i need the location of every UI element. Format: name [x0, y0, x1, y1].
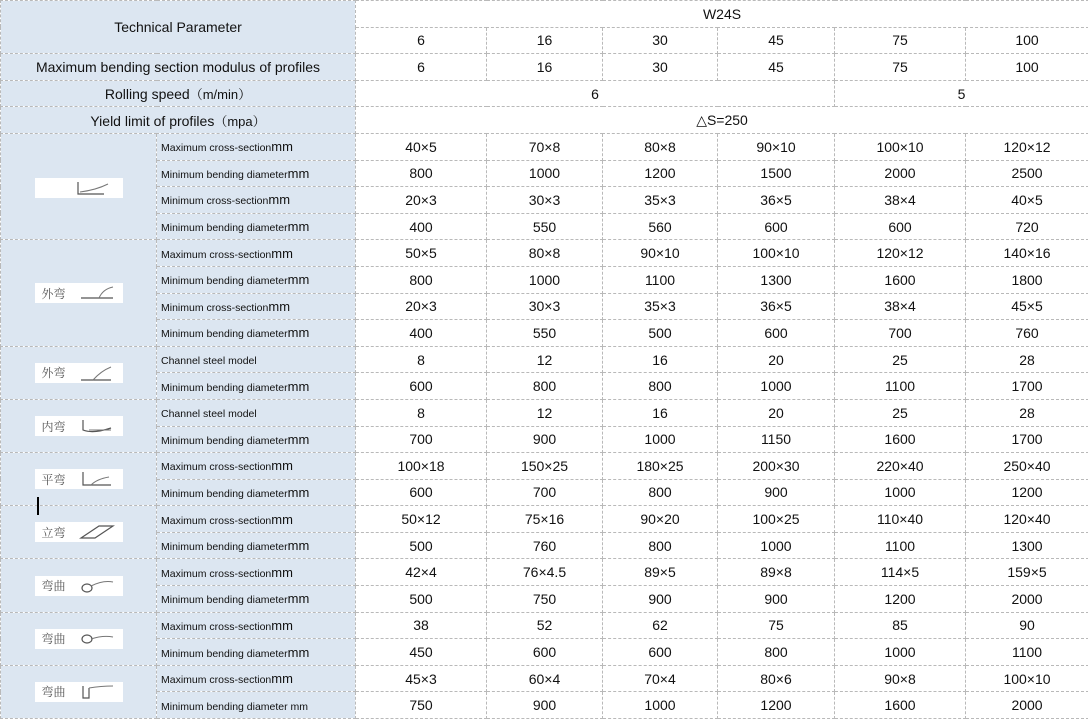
profile-picture: [1, 133, 157, 239]
spec-row: [1, 346, 1088, 373]
value-cell: 900: [718, 586, 835, 613]
value-cell: 100×10: [718, 240, 835, 267]
row-label-unit: mm: [287, 272, 310, 288]
row-label-unit: mm: [287, 219, 310, 235]
value-cell: 800: [487, 373, 603, 400]
value-cell: 120×40: [966, 506, 1088, 533]
profile-picture: [1, 665, 157, 718]
value-cell: 45: [718, 54, 835, 81]
value-cell: 90×10: [718, 133, 835, 160]
value-cell: 2000: [835, 160, 966, 187]
value-cell: 8: [356, 346, 487, 373]
value-cell: 89×5: [603, 559, 718, 586]
value-cell: 500: [603, 320, 718, 347]
modulus-row: [1, 54, 1088, 81]
profile-picture-caption: 立弯: [41, 525, 66, 540]
row-label-text: Minimum bending diameter: [161, 647, 288, 660]
row-label-unit: mm: [287, 538, 310, 554]
value-cell: 900: [603, 586, 718, 613]
profile-picture-caption: 弯曲: [41, 632, 66, 647]
rolling-speed-value: 6: [356, 80, 835, 107]
row-label-unit: mm: [271, 617, 293, 633]
row-label-text: Maximum cross-section: [161, 514, 272, 527]
value-cell: 12: [487, 399, 603, 426]
value-cell: 42×4: [356, 559, 487, 586]
row-label: [157, 373, 356, 400]
value-cell: 550: [487, 213, 603, 240]
row-label-unit: mm: [268, 298, 291, 314]
technical-parameter-header: Technical Parameter: [1, 1, 356, 54]
row-label: [157, 586, 356, 613]
value-cell: 1000: [603, 692, 718, 719]
flat-steel-flat-bend-icon: [35, 469, 123, 489]
value-cell: 600: [487, 639, 603, 666]
value-cell: 1100: [835, 532, 966, 559]
model-header: W24S: [356, 1, 1088, 28]
value-cell: 75×16: [487, 506, 603, 533]
row-label-text: Minimum bending diameter: [161, 328, 288, 341]
spec-row: [1, 639, 1088, 666]
value-cell: 12: [487, 346, 603, 373]
angle-steel-inner-bend-icon: [35, 178, 123, 198]
row-label-unit: mm: [287, 484, 310, 500]
value-cell: 50×5: [356, 240, 487, 267]
value-cell: 1700: [966, 426, 1088, 453]
row-label: [157, 399, 356, 426]
profile-picture: [1, 559, 157, 612]
row-label: [157, 187, 356, 214]
value-cell: 1000: [487, 160, 603, 187]
value-cell: 1600: [835, 426, 966, 453]
value-cell: 800: [603, 532, 718, 559]
value-cell: 90: [966, 612, 1088, 639]
row-label-text: Minimum bending diameter: [161, 594, 288, 607]
header-row: [1, 1, 1088, 28]
value-cell: 89×8: [718, 559, 835, 586]
value-cell: 800: [718, 639, 835, 666]
value-cell: 16: [603, 346, 718, 373]
value-cell: 800: [356, 160, 487, 187]
value-cell: 80×8: [603, 133, 718, 160]
spec-row: [1, 133, 1088, 160]
value-cell: 36×5: [718, 293, 835, 320]
value-cell: 30×3: [487, 187, 603, 214]
value-cell: 100: [966, 54, 1088, 81]
row-label-text: Minimum bending diameter mm: [161, 700, 309, 713]
row-label-unit: mm: [271, 511, 293, 527]
spec-row: [1, 426, 1088, 453]
value-cell: 90×8: [835, 665, 966, 692]
row-label: [157, 453, 356, 480]
value-cell: 1000: [835, 479, 966, 506]
round-bar-bend-icon: [35, 629, 123, 649]
value-cell: 38×4: [835, 187, 966, 214]
row-label-unit: mm: [271, 245, 293, 261]
row-label-text: Minimum cross-section: [161, 301, 269, 314]
value-cell: 1300: [718, 266, 835, 293]
row-label-unit: mm: [287, 165, 310, 181]
value-cell: 1600: [835, 266, 966, 293]
value-cell: 800: [603, 373, 718, 400]
value-cell: 900: [718, 479, 835, 506]
value-cell: 36×5: [718, 187, 835, 214]
value-cell: 600: [835, 213, 966, 240]
value-cell: 25: [835, 346, 966, 373]
value-cell: 38: [356, 612, 487, 639]
row-label: [157, 133, 356, 160]
spec-row: [1, 293, 1088, 320]
row-label: [157, 426, 356, 453]
value-cell: 90×20: [603, 506, 718, 533]
value-cell: 600: [603, 639, 718, 666]
spec-row: [1, 665, 1088, 692]
row-label: [157, 479, 356, 506]
value-cell: 100×10: [966, 665, 1088, 692]
value-cell: 28: [966, 399, 1088, 426]
row-label: [157, 160, 356, 187]
value-cell: 8: [356, 399, 487, 426]
spec-row: [1, 479, 1088, 506]
value-cell: 20: [718, 399, 835, 426]
row-label: [157, 532, 356, 559]
value-cell: 20×3: [356, 187, 487, 214]
row-label: [157, 213, 356, 240]
value-cell: 700: [487, 479, 603, 506]
value-cell: 1000: [487, 266, 603, 293]
value-cell: 400: [356, 320, 487, 347]
yield-limit-unit: （mpa）: [214, 113, 266, 129]
rolling-speed-row: [1, 80, 1088, 107]
row-label-text: Maximum cross-section: [161, 248, 272, 261]
row-label-text: Minimum bending diameter: [161, 434, 288, 447]
value-cell: 500: [356, 532, 487, 559]
value-cell: 16: [487, 54, 603, 81]
value-cell: 1300: [966, 532, 1088, 559]
value-cell: 600: [356, 479, 487, 506]
row-label-unit: mm: [287, 431, 310, 447]
row-label-text: Minimum bending diameter: [161, 381, 288, 394]
row-label-unit: mm: [271, 139, 293, 155]
value-cell: 114×5: [835, 559, 966, 586]
channel-steel-inner-bend-icon: [35, 416, 123, 436]
profile-picture: [1, 399, 157, 452]
value-cell: 28: [966, 346, 1088, 373]
value-cell: 38×4: [835, 293, 966, 320]
rolling-speed-text: Rolling speed: [104, 86, 190, 103]
yield-limit-text: Yield limit of profiles: [90, 112, 215, 129]
value-cell: 550: [487, 320, 603, 347]
spec-row: [1, 240, 1088, 267]
yield-limit-row: [1, 107, 1088, 134]
value-cell: 50×12: [356, 506, 487, 533]
value-cell: 450: [356, 639, 487, 666]
row-label: [157, 320, 356, 347]
value-cell: 2000: [966, 586, 1088, 613]
value-cell: 80×6: [718, 665, 835, 692]
spec-row: [1, 453, 1088, 480]
row-label-text: Maximum cross-section: [161, 674, 272, 687]
yield-limit-label: [1, 107, 356, 134]
value-cell: 250×40: [966, 453, 1088, 480]
spec-row: [1, 399, 1088, 426]
profile-picture-caption: 平弯: [41, 472, 66, 487]
size-cell: 16: [487, 27, 603, 54]
value-cell: 30: [603, 54, 718, 81]
profile-picture-caption: 弯曲: [41, 685, 66, 700]
value-cell: 120×12: [966, 133, 1088, 160]
profile-picture: [1, 506, 157, 559]
row-label-unit: mm: [268, 192, 291, 208]
row-label: [157, 506, 356, 533]
row-label: [157, 346, 356, 373]
spec-row: [1, 266, 1088, 293]
value-cell: 800: [603, 479, 718, 506]
rolling-speed-unit: （m/min）: [189, 87, 252, 103]
value-cell: 1800: [966, 266, 1088, 293]
value-cell: 30×3: [487, 293, 603, 320]
value-cell: 1100: [835, 373, 966, 400]
value-cell: 600: [356, 373, 487, 400]
size-cell: 6: [356, 27, 487, 54]
value-cell: 140×16: [966, 240, 1088, 267]
value-cell: 60×4: [487, 665, 603, 692]
row-label: [157, 293, 356, 320]
profile-picture: [1, 240, 157, 346]
row-label-text: Minimum bending diameter: [161, 222, 288, 235]
value-cell: 1700: [966, 373, 1088, 400]
spec-row: [1, 559, 1088, 586]
value-cell: 1200: [966, 479, 1088, 506]
row-label-text: Maximum cross-section: [161, 142, 272, 155]
row-label-text: Maximum cross-section: [161, 620, 272, 633]
profile-picture: [1, 346, 157, 399]
row-label-text: Channel steel model: [161, 408, 257, 421]
spec-row: [1, 213, 1088, 240]
value-cell: 40×5: [966, 187, 1088, 214]
value-cell: 700: [835, 320, 966, 347]
value-cell: 2000: [966, 692, 1088, 719]
value-cell: 35×3: [603, 187, 718, 214]
value-cell: 1600: [835, 692, 966, 719]
size-cell: 100: [966, 27, 1088, 54]
value-cell: 159×5: [966, 559, 1088, 586]
rolling-speed-value: 5: [835, 80, 1088, 107]
value-cell: 750: [356, 692, 487, 719]
value-cell: 750: [487, 586, 603, 613]
value-cell: 16: [603, 399, 718, 426]
value-cell: 2500: [966, 160, 1088, 187]
value-cell: 110×40: [835, 506, 966, 533]
value-cell: 40×5: [356, 133, 487, 160]
value-cell: 1200: [835, 586, 966, 613]
rolling-speed-label: [1, 80, 356, 107]
row-label: [157, 692, 356, 719]
value-cell: 720: [966, 213, 1088, 240]
value-cell: 900: [487, 426, 603, 453]
spec-row: [1, 373, 1088, 400]
value-cell: 20×3: [356, 293, 487, 320]
row-label: [157, 559, 356, 586]
row-label: [157, 240, 356, 267]
value-cell: 400: [356, 213, 487, 240]
channel-steel-outer-bend-icon: [35, 363, 123, 383]
row-label-unit: mm: [271, 458, 293, 474]
value-cell: 1100: [603, 266, 718, 293]
row-label-unit: mm: [287, 644, 310, 660]
spec-row: [1, 187, 1088, 214]
size-cell: 45: [718, 27, 835, 54]
value-cell: 75: [835, 54, 966, 81]
value-cell: 80×8: [487, 240, 603, 267]
value-cell: 700: [356, 426, 487, 453]
row-label-text: Maximum cross-section: [161, 567, 272, 580]
value-cell: 220×40: [835, 453, 966, 480]
profile-picture-caption: 弯曲: [41, 579, 66, 594]
value-cell: 180×25: [603, 453, 718, 480]
row-label-unit: mm: [287, 591, 310, 607]
value-cell: 900: [487, 692, 603, 719]
spec-row: [1, 320, 1088, 347]
angle-steel-outer-bend-icon: [35, 283, 123, 303]
row-label-unit: mm: [271, 564, 293, 580]
spec-row: [1, 586, 1088, 613]
value-cell: 1000: [835, 639, 966, 666]
value-cell: 1200: [603, 160, 718, 187]
value-cell: 75: [718, 612, 835, 639]
value-cell: 500: [356, 586, 487, 613]
value-cell: 52: [487, 612, 603, 639]
profile-picture: [1, 453, 157, 506]
value-cell: 1000: [718, 532, 835, 559]
value-cell: 1150: [718, 426, 835, 453]
row-label-text: Minimum bending diameter: [161, 275, 288, 288]
row-label-unit: mm: [287, 325, 310, 341]
spec-row: [1, 692, 1088, 719]
profile-picture: [1, 612, 157, 665]
pipe-bend-icon: [35, 576, 123, 596]
row-label-text: Minimum cross-section: [161, 195, 269, 208]
value-cell: 200×30: [718, 453, 835, 480]
value-cell: 1100: [966, 639, 1088, 666]
value-cell: 1200: [718, 692, 835, 719]
row-label: [157, 612, 356, 639]
text-cursor: [37, 497, 39, 515]
row-label: [157, 639, 356, 666]
profile-picture-caption: 外弯: [41, 366, 66, 381]
value-cell: 20: [718, 346, 835, 373]
row-label-unit: mm: [287, 378, 310, 394]
value-cell: 90×10: [603, 240, 718, 267]
value-cell: 100×10: [835, 133, 966, 160]
value-cell: 76×4.5: [487, 559, 603, 586]
value-cell: 45×5: [966, 293, 1088, 320]
yield-limit-value: △S=250: [356, 107, 1088, 134]
spec-row: [1, 532, 1088, 559]
value-cell: 6: [356, 54, 487, 81]
value-cell: 70×8: [487, 133, 603, 160]
value-cell: 600: [718, 213, 835, 240]
value-cell: 760: [487, 532, 603, 559]
flat-steel-vertical-bend-icon: [35, 522, 123, 542]
value-cell: 120×12: [835, 240, 966, 267]
value-cell: 100×25: [718, 506, 835, 533]
spec-row: [1, 160, 1088, 187]
value-cell: 45×3: [356, 665, 487, 692]
value-cell: 800: [356, 266, 487, 293]
size-cell: 30: [603, 27, 718, 54]
value-cell: 25: [835, 399, 966, 426]
row-label-text: Minimum bending diameter: [161, 541, 288, 554]
value-cell: 100×18: [356, 453, 487, 480]
row-label-unit: mm: [271, 671, 293, 687]
value-cell: 35×3: [603, 293, 718, 320]
value-cell: 1000: [718, 373, 835, 400]
profile-picture-caption: 外弯: [41, 286, 66, 301]
value-cell: 150×25: [487, 453, 603, 480]
value-cell: 1500: [718, 160, 835, 187]
row-label: [157, 266, 356, 293]
row-label-text: Minimum bending diameter: [161, 487, 288, 500]
row-label-text: Maximum cross-section: [161, 461, 272, 474]
value-cell: 62: [603, 612, 718, 639]
value-cell: 600: [718, 320, 835, 347]
profile-picture-caption: 内弯: [41, 419, 66, 434]
value-cell: 85: [835, 612, 966, 639]
row-label-text: Channel steel model: [161, 355, 257, 368]
value-cell: 70×4: [603, 665, 718, 692]
value-cell: 1000: [603, 426, 718, 453]
value-cell: 560: [603, 213, 718, 240]
spec-row: [1, 506, 1088, 533]
row-label: [157, 665, 356, 692]
size-cell: 75: [835, 27, 966, 54]
value-cell: 760: [966, 320, 1088, 347]
modulus-label: Maximum bending section modulus of profiles: [1, 54, 356, 81]
spec-row: [1, 612, 1088, 639]
row-label-text: Minimum bending diameter: [161, 168, 288, 181]
square-tube-bend-icon: [35, 682, 123, 702]
